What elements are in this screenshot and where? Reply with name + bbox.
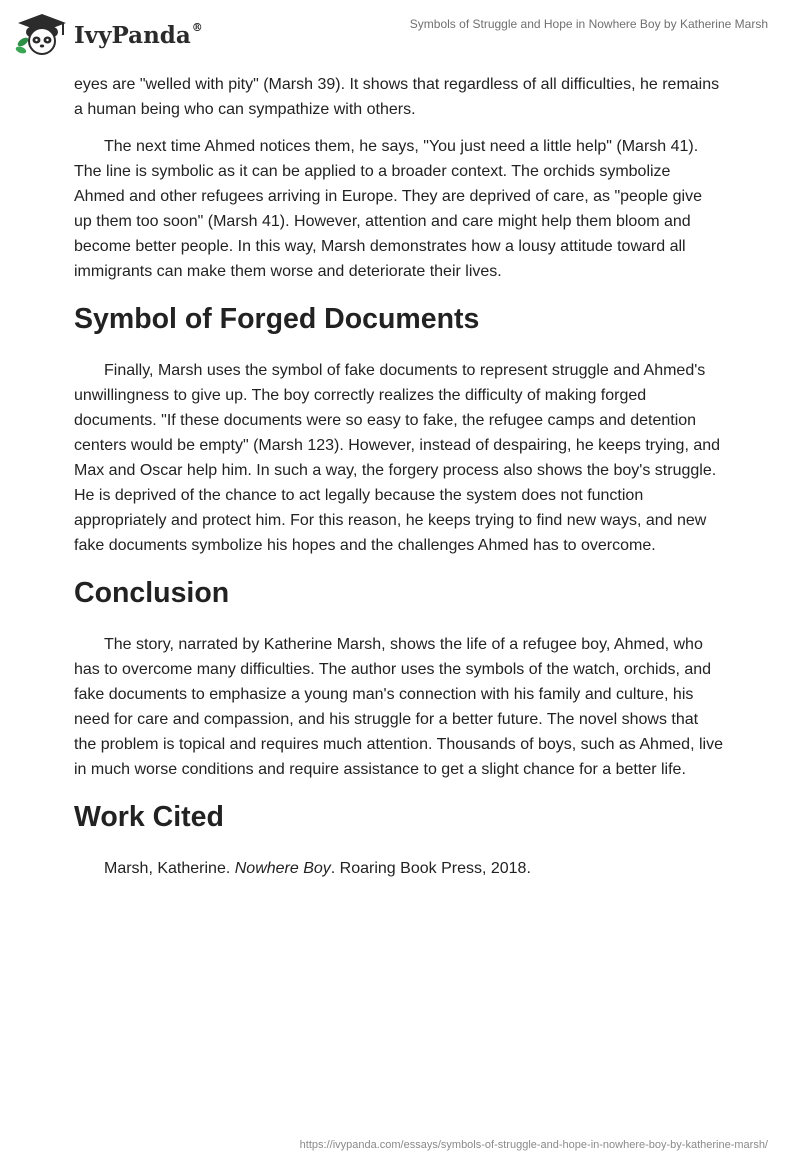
section-heading-forged-documents: Symbol of Forged Documents — [74, 303, 480, 335]
paragraph: Finally, Marsh uses the symbol of fake documents to represent struggle and Ahmed's unwillingness to give up. The boy correctly realizes the difficulty of making forged documents. "If these documents were so easy to fake, the refugee camps and detention centers would be empty" (Marsh 123). However, instead of despairing, he keeps trying, and Max and Oscar help him. In such a way, the forgery process also shows the boy's struggle. He is deprived of the chance to act legally because the system does not function appropriately and protect him. For this reason, he keeps trying to find new ways, and new fake documents symbolize his hopes and the challenges Ahmed has to overcome. — [74, 362, 721, 554]
paragraph: The story, narrated by Katherine Marsh, shows the life of a refugee boy, Ahmed, who has to overcome many difficulties. The author uses the symbols of the watch, orchids, and fake documents to emphasize a young man's connection with his family and culture, his need for care and compassion, and his struggle for a better future. The novel shows that the problem is topical and requires much attention. Thousands of boys, such as Ahmed, live in much worse conditions and require assistance to get a slight chance for a better life. — [74, 636, 723, 778]
document-title: Symbols of Struggle and Hope in Nowhere Boy by Katherine Marsh — [409, 17, 768, 31]
paragraph: The next time Ahmed notices them, he says, "You just need a little help" (Marsh 41). The line is symbolic as it can be applied to a broader context. The orchids symbolize Ahmed and other refugees arriving in Europe. They are deprived of care, as "people give up them too soon" (Marsh 41). However, attention and care might help them bloom and become better people. In this way, Marsh demonstrates how a lousy attitude toward all immigrants can make them worse and deteriorate their lives. — [74, 138, 702, 280]
section-heading-work-cited: Work Cited — [74, 801, 224, 833]
paragraph: eyes are "welled with pity" (Marsh 39). It shows that regardless of all difficulties, he remains a human being who can sympathize with others. — [74, 76, 720, 118]
book-title: Nowhere Boy — [234, 860, 331, 877]
panda-graduate-icon — [14, 12, 70, 56]
page-header — [0, 0, 800, 70]
ivypanda-logo[interactable] — [14, 12, 214, 60]
source-url[interactable]: https://ivypanda.com/essays/symbols-of-struggle-and-hope-in-nowhere-boy-by-katherine-marsh/ — [299, 1139, 768, 1151]
brand-name: IvyPanda® — [74, 21, 203, 49]
section-heading-conclusion: Conclusion — [74, 577, 230, 609]
essay-body — [74, 72, 724, 893]
citation-entry: Marsh, Katherine. Nowhere Boy. Roaring Book Press, 2018. — [104, 860, 531, 877]
